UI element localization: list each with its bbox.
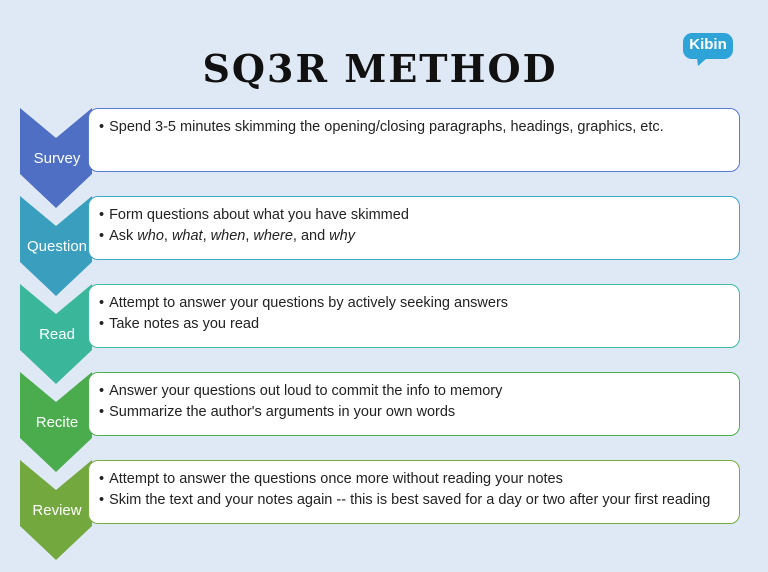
bullet-item: [99, 226, 409, 247]
step-label: Review: [32, 502, 82, 519]
emphasized-word: where: [253, 228, 293, 244]
bullet-item: • Summarize the author's arguments in your own words: [99, 402, 502, 423]
step-description-box: [88, 372, 740, 436]
step-description-box: [88, 284, 740, 348]
bullet-list: [99, 469, 710, 511]
text-fragment: , and: [292, 228, 330, 244]
bullet-list: [99, 117, 664, 138]
emphasized-word: who: [137, 228, 164, 244]
emphasized-word: why: [329, 228, 355, 244]
step-label: Recite: [35, 414, 79, 431]
bullet-item: • Attempt to answer your questions by actively seeking answers: [99, 293, 508, 314]
bullet-item: • Answer your questions out loud to commit the info to memory: [99, 381, 502, 402]
text-fragment: ,: [163, 228, 172, 244]
bullet-item: • Attempt to answer the questions once more without reading your notes: [99, 469, 710, 490]
kibin-logo-text: Kibin: [689, 36, 727, 53]
emphasized-word: what: [171, 228, 203, 244]
text-fragment: ,: [245, 228, 254, 244]
step-label: Question: [26, 238, 88, 255]
text-fragment: ,: [202, 228, 211, 244]
bullet-list: [99, 381, 502, 423]
bullet-list: [99, 205, 409, 247]
step-label: Read: [39, 326, 75, 343]
step-question: [0, 196, 768, 286]
emphasized-word: when: [210, 228, 246, 244]
text-fragment: Ask: [109, 228, 138, 244]
step-description-box: [88, 196, 740, 260]
bullet-item: • Spend 3-5 minutes skimming the opening/closing paragraphs, headings, graphics, etc.: [99, 117, 664, 138]
step-survey: [0, 108, 768, 198]
step-label: Survey: [33, 150, 81, 167]
bullet-list: [99, 293, 508, 335]
bullet-item: • Skim the text and your notes again -- this is best saved for a day or two after your first reading: [99, 490, 710, 511]
step-read: [0, 284, 768, 374]
page-title: SQ3R METHOD: [202, 46, 558, 91]
step-description-box: [88, 108, 740, 172]
bullet-item: • Take notes as you read: [99, 314, 508, 335]
step-description-box: [88, 460, 740, 524]
bullet-item: • Form questions about what you have skimmed: [99, 205, 409, 226]
step-review: [0, 460, 768, 550]
step-recite: [0, 372, 768, 462]
